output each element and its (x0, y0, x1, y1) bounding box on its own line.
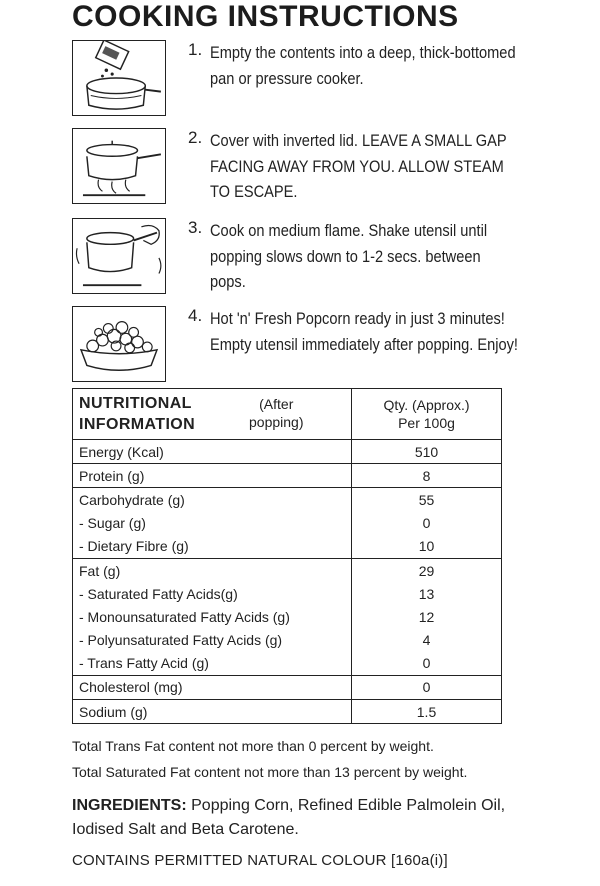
nutrient-name: Fat (g) (73, 558, 352, 582)
step-1-text: Empty the contents into a deep, thick-bottomed pan or pressure cooker. (210, 43, 516, 88)
nutrient-value: 1.5 (352, 700, 502, 724)
nutrient-value: 10 (352, 535, 502, 559)
quantity-header-line2: Per 100g (398, 415, 455, 431)
table-row (73, 558, 502, 582)
nutrition-title-line2: INFORMATION (79, 416, 196, 433)
table-row (73, 440, 502, 464)
nutrient-name: Sodium (g) (73, 700, 352, 724)
nutrient-value: 0 (352, 652, 502, 676)
nutrient-name: Protein (g) (73, 464, 352, 488)
ingredients-text: Popping Corn, Refined Edible Palmolein Oil, Iodised Salt and Beta Carotene. (72, 797, 506, 838)
table-row (73, 488, 502, 512)
nutrient-value: 510 (352, 440, 502, 464)
permitted-colour-note: CONTAINS PERMITTED NATURAL COLOUR [160a(i)] (72, 852, 448, 869)
nutrient-name: Energy (Kcal) (73, 440, 352, 464)
nutrient-value: 4 (352, 629, 502, 652)
saturated-fat-note: Total Saturated Fat content not more than 13 percent by weight. (72, 764, 468, 780)
nutrition-title-cell (73, 389, 352, 440)
nutrient-value: 0 (352, 675, 502, 699)
nutrition-table (72, 388, 502, 724)
table-row (73, 700, 502, 724)
nutrient-name: - Dietary Fibre (g) (73, 535, 352, 559)
step-3-text: Cook on medium flame. Shake utensil until popping slows down to 1-2 secs. between pops. (210, 221, 488, 291)
nutrition-table-header (73, 389, 502, 440)
step-2-number: 2. (188, 128, 203, 147)
nutrient-name: - Sugar (g) (73, 512, 352, 535)
table-row (73, 629, 502, 652)
nutrition-subtitle-line1: (After (259, 396, 294, 412)
nutrient-value: 29 (352, 558, 502, 582)
table-row (73, 464, 502, 488)
nutrient-value: 0 (352, 512, 502, 535)
nutrient-name: Cholesterol (mg) (73, 675, 352, 699)
covered-pan-on-flame-icon (72, 128, 166, 204)
nutrient-name: - Monounsaturated Fatty Acids (g) (73, 605, 352, 628)
nutrition-title-line1: NUTRITIONAL (79, 395, 192, 412)
step-1-number: 1. (188, 40, 203, 59)
pour-into-cooker-icon (72, 40, 166, 116)
table-row (73, 512, 502, 535)
table-row (73, 605, 502, 628)
nutrition-subtitle-line2: popping) (249, 414, 304, 430)
nutrient-value: 13 (352, 582, 502, 605)
quantity-header-line1: Qty. (Approx.) (383, 397, 470, 413)
table-row (73, 535, 502, 559)
step-3-number: 3. (188, 218, 203, 237)
quantity-header-cell (352, 389, 502, 440)
nutrient-value: 55 (352, 488, 502, 512)
nutrient-name: Carbohydrate (g) (73, 488, 352, 512)
step-4-text: Hot 'n' Fresh Popcorn ready in just 3 minutes! Empty utensil immediately after popping. Enjoy! (210, 309, 518, 354)
trans-fat-note: Total Trans Fat content not more than 0 percent by weight. (72, 738, 434, 754)
popcorn-bowl-icon (72, 306, 166, 382)
nutrient-name: - Trans Fatty Acid (g) (73, 652, 352, 676)
cooking-instructions-heading: COOKING INSTRUCTIONS (72, 0, 459, 33)
step-4-number: 4. (188, 306, 203, 325)
nutrient-name: - Saturated Fatty Acids(g) (73, 582, 352, 605)
table-row (73, 675, 502, 699)
step-2-text: Cover with inverted lid. LEAVE A SMALL GAP FACING AWAY FROM YOU. ALLOW STEAM TO ESCAPE. (210, 131, 507, 201)
ingredients-block (72, 794, 552, 842)
nutrition-subtitle (249, 395, 304, 431)
nutrient-value: 8 (352, 464, 502, 488)
table-row (73, 582, 502, 605)
ingredients-label: INGREDIENTS: (72, 797, 187, 814)
nutrient-name: - Polyunsaturated Fatty Acids (g) (73, 629, 352, 652)
table-row (73, 652, 502, 676)
shake-pan-icon (72, 218, 166, 294)
nutrient-value: 12 (352, 605, 502, 628)
